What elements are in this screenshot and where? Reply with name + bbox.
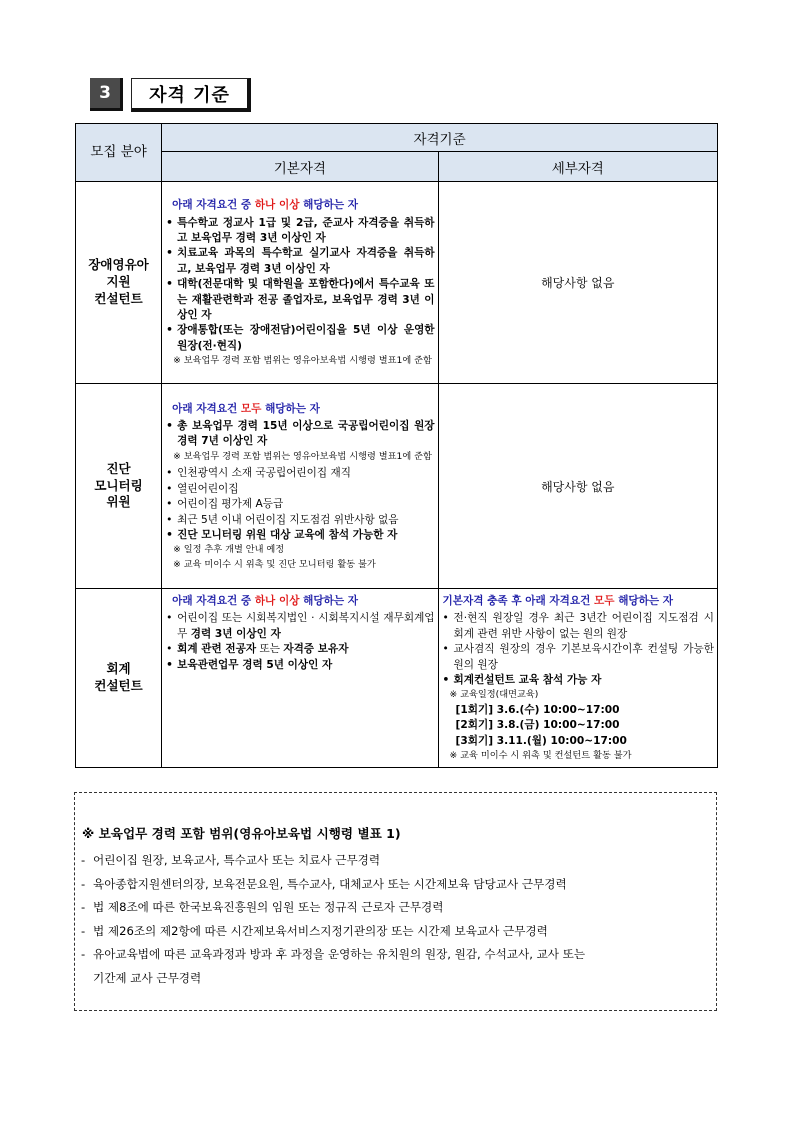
list-item: - 법 제8조에 따른 한국보육진흥원의 임원 또는 정규직 근로자 근무경력 <box>81 896 711 920</box>
qualification-table <box>75 123 718 768</box>
notes-list <box>81 849 711 991</box>
note: ※ 보육업무 경력 포함 범위는 영유아보육법 시행령 별표1에 준함 <box>173 450 432 462</box>
experience-scope-box <box>74 792 717 1011</box>
list-item: • 보육관련업무 경력 5년 이상인 자 <box>165 658 434 673</box>
field-line: 진단 <box>106 460 131 476</box>
list-item: • 어린이집 또는 시회복지법인 · 시회복지시설 재무회계업무 경력 3년 이상인 자 <box>165 611 434 642</box>
requirement-lead: 기본자격 충족 후 아래 자격요건 모두 해당하는 자 <box>442 595 674 607</box>
list-item: - 육아종합지원센터의장, 보육전문요원, 특수교사, 대체교사 또는 시간제보육 담당교사 근무경력 <box>81 873 711 897</box>
list-item: • 어린이집 평가제 A등급 <box>165 497 434 512</box>
field-line: 지원 <box>106 274 131 290</box>
list-item: • 진단 모니터링 위원 대상 교육에 참석 가능한 자 <box>165 528 434 543</box>
list-item-continuation: 기간제 교사 근무경력 <box>93 970 202 985</box>
requirement-lead: 아래 자격요건 중 하나 이상 해당하는 자 <box>172 199 358 212</box>
field-line: 회계 <box>106 660 131 676</box>
note: ※ 교육 미이수 시 위촉 및 진단 모니터링 활동 불가 <box>173 558 376 570</box>
list-item: • 치료교육 과목의 특수학교 실기교사 자격증을 취득하고, 보육업무 경력 3년 이상인 자 <box>165 246 434 277</box>
basic-cell <box>162 589 438 768</box>
note: ※ 일정 추후 개별 안내 예정 <box>173 544 285 556</box>
schedule-item: [3회기] 3.11.(월) 10:00~17:00 <box>455 734 627 747</box>
detail-cell: 해당사항 없음 <box>438 182 717 384</box>
list-item: • 전·현직 원장일 경우 최근 3년간 어린이집 지도점검 시 회계 관련 위반 사항이 없는 원의 원장 <box>442 611 714 642</box>
table-row <box>76 384 718 589</box>
header-basic: 기본자격 <box>162 152 438 182</box>
field-line: 위원 <box>106 494 131 510</box>
list-item: • 대학(전문대학 및 대학원을 포함한다)에서 특수교육 또는 재활관련학과 전공 졸업자로, 보육업무 경력 3년 이상인 자 <box>165 277 434 323</box>
basic-cell <box>162 182 438 384</box>
requirement-lead: 아래 자격요건 모두 해당하는 자 <box>172 402 320 415</box>
field-cell <box>76 589 162 768</box>
field-cell <box>76 182 162 384</box>
list-item: - 유아교육법에 따른 교육과정과 방과 후 과정을 운영하는 유치원의 원장, 원감, 수석교사, 교사 또는 기간제 교사 근무경력 <box>81 943 711 990</box>
notes-title: ※ 보육업무 경력 포함 범위(영유아보육법 시행령 별표 1) <box>82 826 401 841</box>
field-line: 모니터링 <box>94 477 143 493</box>
table-row <box>76 182 718 384</box>
table-row <box>76 589 718 768</box>
section-heading <box>90 78 251 112</box>
note: ※ 보육업무 경력 포함 범위는 영유아보육법 시행령 별표1에 준함 <box>173 355 432 367</box>
schedule-item: [2회기] 3.8.(금) 10:00~17:00 <box>455 719 620 732</box>
list-item: • 회계컨설턴트 교육 참석 가능 자 <box>442 673 714 688</box>
list-item: - 법 제26조의 제2항에 따른 시간제보육서비스지정기관의장 또는 시간제 보육교사 근무경력 <box>81 920 711 944</box>
list-item: • 총 보육업무 경력 15년 이상으로 국공립어린이집 원장 경력 7년 이상인 자 <box>165 419 434 450</box>
list-item: • 회계 관련 전공자 또는 자격증 보유자 <box>165 642 434 657</box>
list-item: • 열린어린이집 <box>165 482 434 497</box>
note: ※ 교육 미이수 시 위촉 및 컨설턴트 활동 불가 <box>449 750 632 762</box>
field-cell <box>76 384 162 589</box>
field-line: 장애영유아 <box>88 257 149 273</box>
list-item: • 인천광역시 소재 국공립어린이집 재직 <box>165 466 434 481</box>
basic-cell <box>162 384 438 589</box>
list-item: • 특수학교 정교사 1급 및 2급, 준교사 자격증을 취득하고 보육업무 경력 3년 이상인 자 <box>165 216 434 247</box>
field-line: 컨설턴트 <box>94 677 143 693</box>
list-item: • 교사겸직 원장의 경우 기본보육시간이후 컨설팅 가능한 원의 원장 <box>442 642 714 673</box>
requirement-lead: 아래 자격요건 중 하나 이상 해당하는 자 <box>172 595 358 607</box>
field-line: 컨설턴트 <box>94 290 143 306</box>
detail-cell: 해당사항 없음 <box>438 384 717 589</box>
list-item: • 장애통합(또는 장애전담)어린이집을 5년 이상 운영한 원장(전·현직) <box>165 323 434 354</box>
detail-cell <box>438 589 717 768</box>
section-title: 자격 기준 <box>131 78 251 112</box>
header-criteria: 자격기준 <box>162 124 718 152</box>
schedule-item: [1회기] 3.6.(수) 10:00~17:00 <box>455 703 620 716</box>
note: ※ 교육일정(대면교육) <box>449 689 539 701</box>
list-item: - 어린이집 원장, 보육교사, 특수교사 또는 치료사 근무경력 <box>81 849 711 873</box>
header-field: 모집 분야 <box>76 124 162 182</box>
list-item: • 최근 5년 이내 어린이집 지도점검 위반사항 없음 <box>165 513 434 528</box>
header-detail: 세부자격 <box>438 152 717 182</box>
section-number: 3 <box>90 78 123 111</box>
